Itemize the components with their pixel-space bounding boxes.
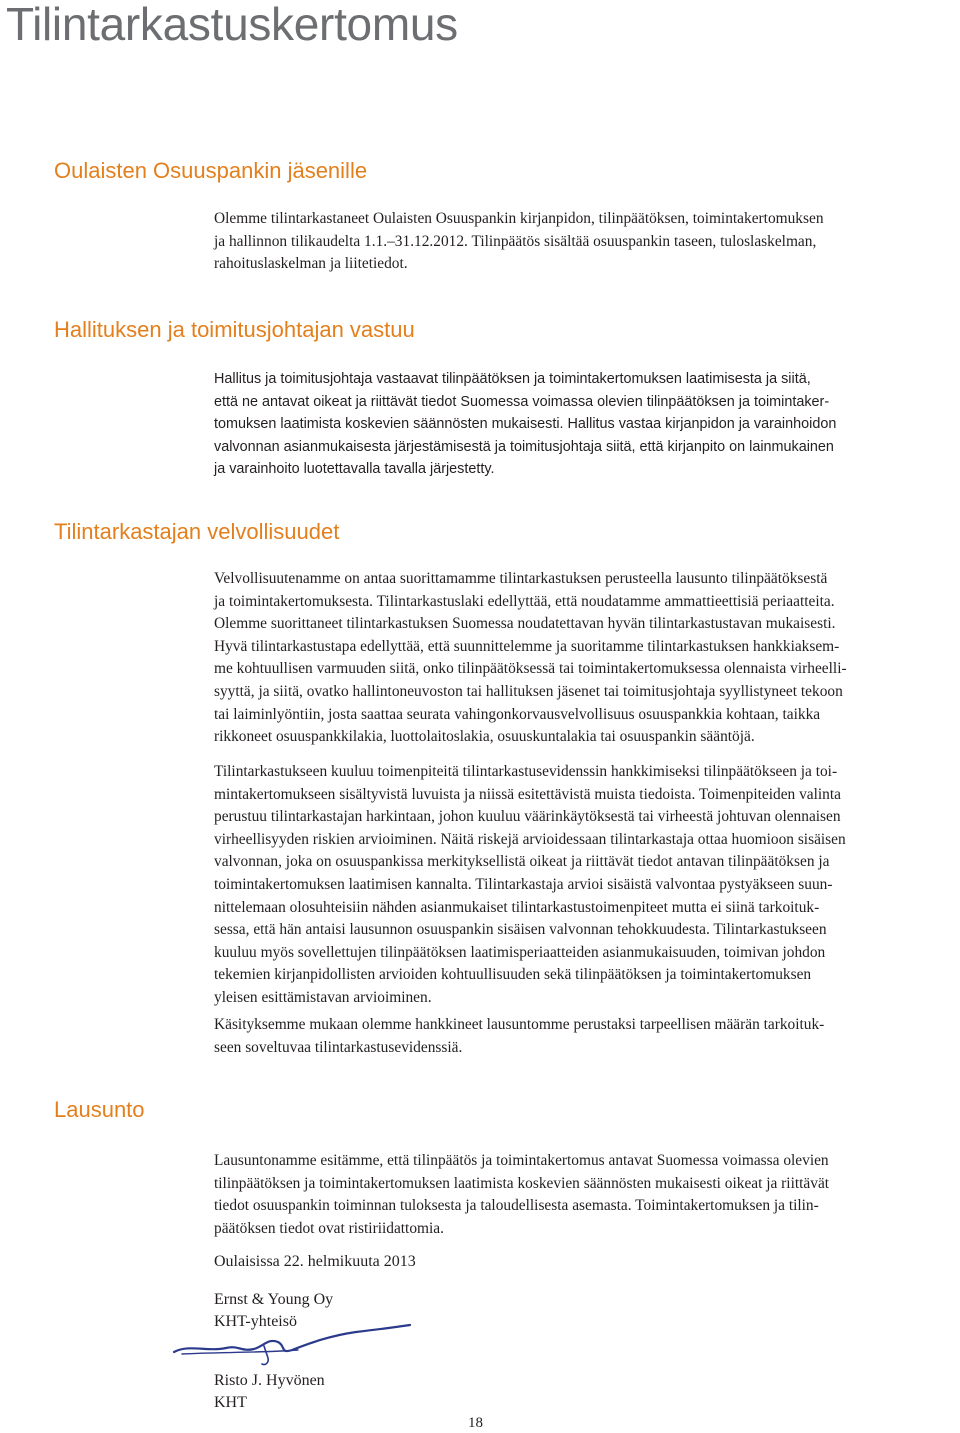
paragraph-line: Lausuntonamme esitämme, että tilinpäätös ja toimintakertomus antavat Suomessa voimassa olevien: [214, 1152, 829, 1169]
paragraph-line: Olemme tilintarkastaneet Oulaisten Osuuspankin kirjanpidon, tilinpäätöksen, toimintakertomuksen: [214, 210, 824, 227]
paragraph-line: ja hallinnon tilikaudelta 1.1.–31.12.2012. Tilinpäätös sisältää osuuspankin taseen, tuloslaskelman,: [214, 232, 817, 250]
signer: [214, 1370, 325, 1414]
page-number: 18: [468, 1415, 483, 1431]
paragraph-line: kuuluu myös sovellettujen tilinpäätöksen laatimisperiaatteiden asianmukaisuuden, toimivan johdon: [214, 943, 826, 961]
paragraph-line: ja varainhoito luotettavalla tavalla järjestetty.: [214, 461, 495, 478]
signer-name: Risto J. Hyvönen: [214, 1372, 325, 1389]
paragraph-line: valvonnan, joka on osuuspankissa merkityksellistä oikeat ja riittävät tiedot antavan tilinpäätöksen ja: [214, 853, 830, 871]
paragraph-line: syyttä, ja siitä, ovatko hallintoneuvoston tai hallituksen jäsenet tai toimitusjohtaja syyllistyneet tekoon: [214, 682, 843, 700]
paragraph-line: ja toimintakertomuksesta. Tilintarkastuslaki edellyttää, että noudatamme ammattieettisiä periaatteita.: [214, 592, 835, 610]
paragraph-line: Hallitus ja toimitusjohtaja vastaavat tilinpäätöksen ja toimintakertomuksen laatimisesta ja siitä,: [214, 371, 811, 387]
firm-type: KHT-yhteisö: [214, 1313, 297, 1330]
handwritten-signature: [168, 1322, 428, 1372]
firm-name: Ernst & Young Oy: [214, 1291, 334, 1308]
duties-paragraph-1: [214, 568, 954, 749]
paragraph-line: tekemien kirjanpidollisten arvioiden kohtuullisuuden sekä tilinpäätöksen ja toimintakertomuksen: [214, 966, 812, 984]
paragraph-line: tai laiminlyöntiin, josta saattaa seurata vahingonkorvausvelvollisuus osuuspankkia kohtaan, taikka: [214, 705, 821, 723]
paragraph-line: tomuksen laatimista koskevien säännösten mukaisesti. Hallitus vastaa kirjanpidon ja varainhoidon: [214, 416, 837, 433]
paragraph-line: tilinpäätöksen ja toimintakertomuksen laatimista koskevien säännösten mukaisesti oikeat ja riittävät: [214, 1174, 830, 1192]
signer-title: KHT: [214, 1394, 247, 1411]
duties-paragraph-2: [214, 761, 954, 1010]
paragraph-line: Käsityksemme mukaan olemme hankkineet lausuntomme perustaksi tarpeellisen määrän tarkoituk-: [214, 1016, 825, 1033]
paragraph-line: toimintakertomuksen laatimisen kannalta. Tilintarkastaja arvioi sisäistä valvontaa pystyäkseen suun-: [214, 875, 833, 893]
paragraph-line: tiedot osuuspankin toiminnan tuloksesta ja taloudellisesta asemasta. Toimintakertomuksen ja tilin-: [214, 1197, 819, 1215]
paragraph-line: valvonnan asianmukaisesta järjestämisestä ja toimitusjohtaja siitä, että kirjanpito on lainmukainen: [214, 438, 834, 455]
section-heading-members: Oulaisten Osuuspankin jäsenille: [54, 158, 368, 183]
paragraph-line: yleisen esittämistavan arvioiminen.: [214, 988, 432, 1006]
responsibility-paragraph: [214, 368, 954, 481]
page-title: Tilintarkastuskertomus: [6, 0, 458, 50]
paragraph-line: Tilintarkastukseen kuuluu toimenpiteitä tilintarkastusevidenssin hankkimiseksi tilinpäätökseen ja toi-: [214, 763, 838, 780]
place-date: [214, 1251, 416, 1273]
paragraph-line: sessa, että hän antaisi lausunnon osuuspankin sisäisen valvonnan tehokkuudesta. Tilintarkastukseen: [214, 921, 827, 939]
section-heading-auditor-duties: Tilintarkastajan velvollisuudet: [54, 519, 340, 544]
paragraph-line: nittelemaan olosuhteisiin nähden asianmukaiset tilintarkastustoimenpiteet mutta ei siinä tarkoituk-: [214, 898, 820, 916]
paragraph-line: seen soveltuvaa tilintarkastusevidenssiä.: [214, 1038, 463, 1056]
paragraph-line: mintakertomukseen sisältyvistä luvuista ja niissä esitettävistä muista tiedoista. Toimenpiteiden valinta: [214, 785, 841, 803]
paragraph-line: me kohtuullisen varmuuden siitä, onko tilinpäätöksessä tai toimintakertomuksessa olennaista virheelli-: [214, 660, 847, 678]
place-date-text: Oulaisissa 22. helmikuuta 2013: [214, 1253, 416, 1270]
paragraph-line: päätöksen tiedot ovat ristiriidattomia.: [214, 1219, 444, 1237]
duties-paragraph-3: [214, 1014, 954, 1059]
section-heading-responsibility: Hallituksen ja toimitusjohtajan vastuu: [54, 317, 415, 342]
paragraph-line: virheellisyyden riskien arvioiminen. Näitä riskejä arvioidessaan tilintarkastaja ottaa huomioon sisäisen: [214, 830, 846, 848]
opinion-paragraph: [214, 1150, 954, 1240]
paragraph-line: Velvollisuutenamme on antaa suorittamamme tilintarkastuksen perusteella lausunto tilinpäätöksestä: [214, 570, 828, 587]
paragraph-line: rikkoneet osuuspankkilakia, luottolaitoslakia, osuuskuntalakia tai osuuspankin sääntöjä.: [214, 728, 755, 746]
section-heading-opinion: Lausunto: [54, 1097, 145, 1122]
paragraph-line: Hyvä tilintarkastustapa edellyttää, että suunnittelemme ja suoritamme tilintarkastuksen hankkiaksem-: [214, 637, 840, 655]
paragraph-line: Olemme suorittaneet tilintarkastuksen Suomessa noudatettavan hyvän tilintarkastustavan mukaisesti.: [214, 615, 836, 633]
paragraph-line: rahoituslaskelman ja liitetiedot.: [214, 255, 408, 273]
intro-paragraph: [214, 208, 954, 276]
paragraph-line: perustuu tilintarkastajan harkintaan, johon kuuluu väärinkäytöksestä tai virheestä johtuvan olennaisen: [214, 808, 841, 826]
paragraph-line: että ne antavat oikeat ja riittävät tiedot Suomessa voimassa olevien tilinpäätöksen ja toimintaker-: [214, 393, 830, 410]
